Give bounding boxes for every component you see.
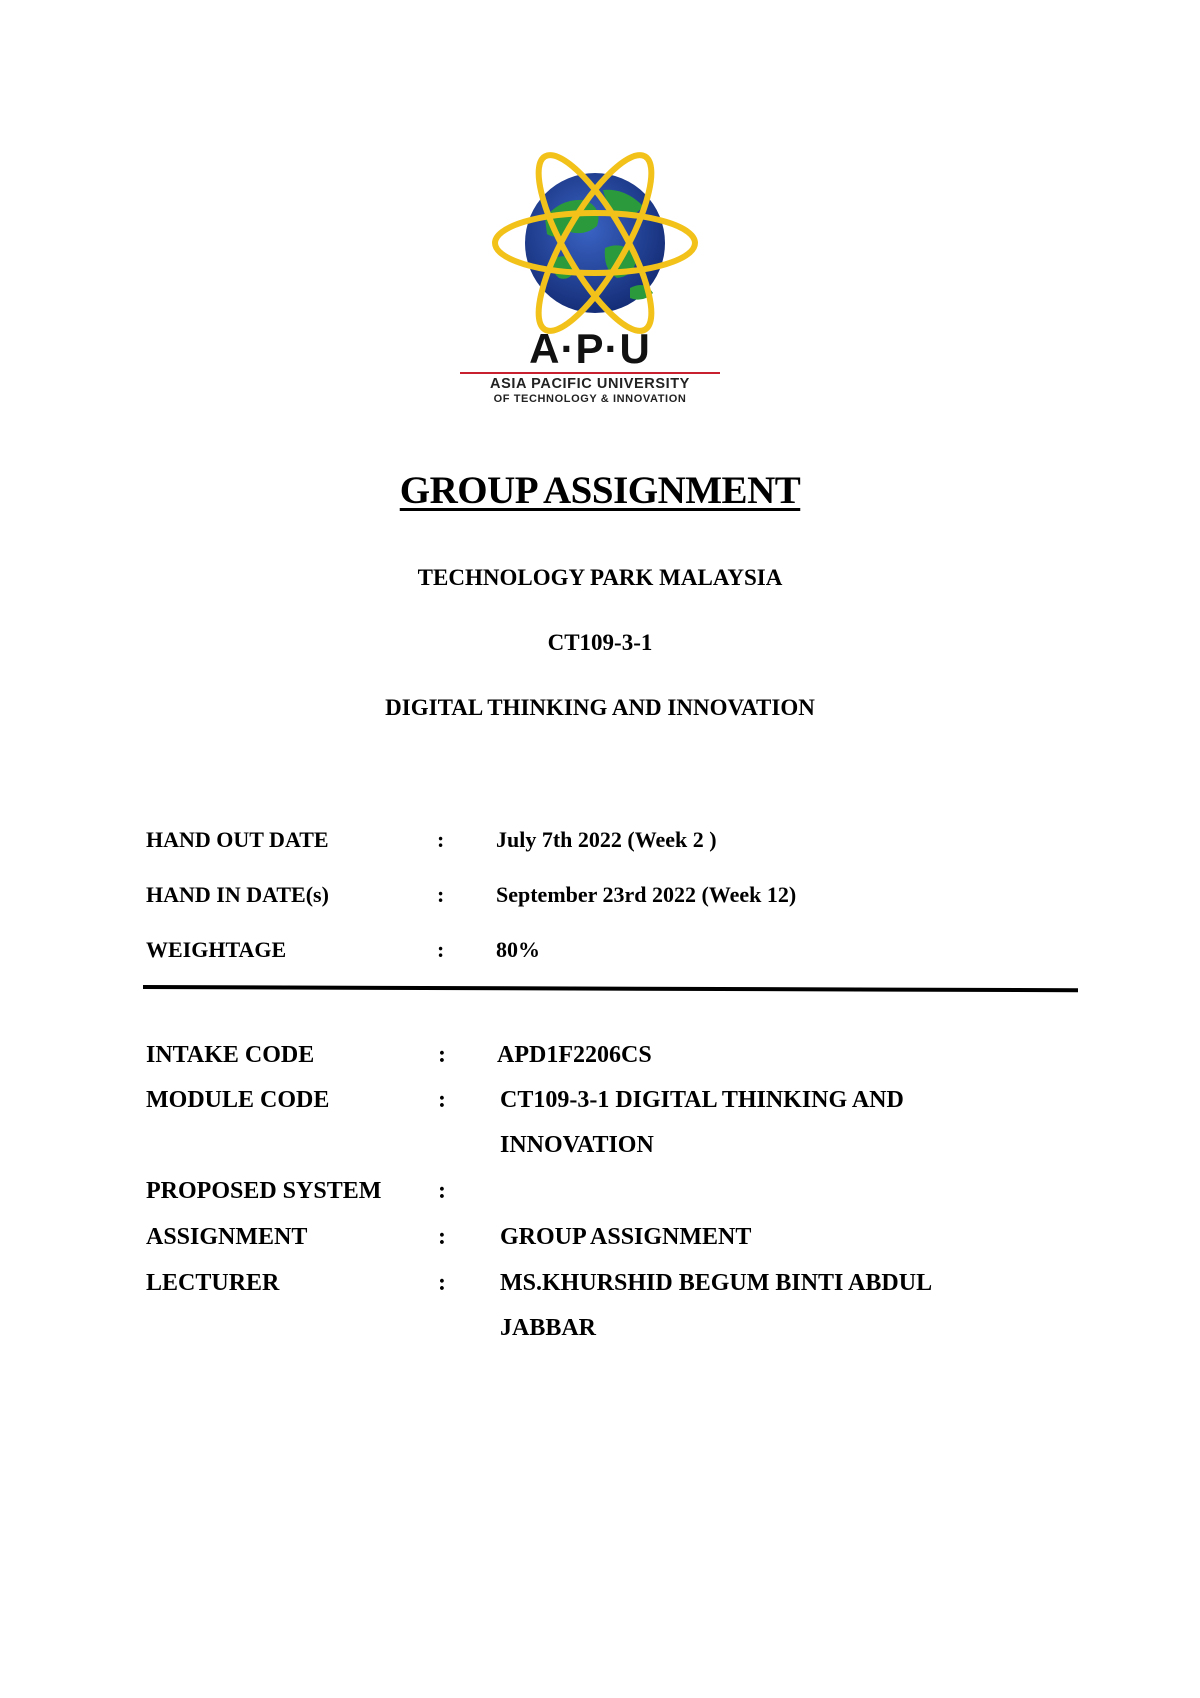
module-code-heading: CT109-3-1 <box>547 630 653 655</box>
section-divider <box>143 985 1078 992</box>
campus-name: TECHNOLOGY PARK MALAYSIA <box>417 565 783 590</box>
logo-divider <box>460 372 720 374</box>
detail-label: PROPOSED SYSTEM <box>146 1178 382 1204</box>
detail-value: MS.KHURSHID BEGUM BINTI ABDUL <box>500 1270 933 1296</box>
info-colon: : <box>437 882 445 907</box>
detail-value: APD1F2206CS <box>497 1042 652 1068</box>
detail-value: CT109-3-1 DIGITAL THINKING AND <box>500 1087 904 1113</box>
info-value: September 23rd 2022 (Week 12) <box>496 882 797 907</box>
info-label: HAND OUT DATE <box>146 827 329 852</box>
info-value: July 7th 2022 (Week 2 ) <box>496 827 717 852</box>
detail-label: INTAKE CODE <box>146 1042 315 1068</box>
module-name-heading: DIGITAL THINKING AND INNOVATION <box>385 695 815 720</box>
detail-value: GROUP ASSIGNMENT <box>500 1224 752 1250</box>
info-colon: : <box>437 827 445 852</box>
detail-value-continued: JABBAR <box>500 1315 597 1341</box>
detail-colon: : <box>438 1042 446 1068</box>
logo-university-name: ASIA PACIFIC UNIVERSITY <box>490 376 690 392</box>
detail-colon: : <box>438 1178 446 1204</box>
logo-acronym: A·P·U <box>529 325 651 372</box>
detail-label: ASSIGNMENT <box>146 1224 308 1250</box>
university-logo <box>455 148 745 408</box>
detail-value-continued: INNOVATION <box>500 1132 654 1158</box>
document-title <box>0 468 1200 514</box>
globe-atom-icon <box>485 148 705 338</box>
logo-university-subname: OF TECHNOLOGY & INNOVATION <box>493 393 687 405</box>
info-label: WEIGHTAGE <box>146 937 287 962</box>
info-label: HAND IN DATE(s) <box>146 882 329 907</box>
info-value: 80% <box>496 937 540 962</box>
detail-colon: : <box>438 1270 446 1296</box>
info-colon: : <box>437 937 445 962</box>
detail-colon: : <box>438 1087 446 1113</box>
document-title-text: GROUP ASSIGNMENT <box>399 469 801 512</box>
detail-label: LECTURER <box>146 1270 280 1296</box>
detail-colon: : <box>438 1224 446 1250</box>
detail-label: MODULE CODE <box>146 1087 330 1113</box>
